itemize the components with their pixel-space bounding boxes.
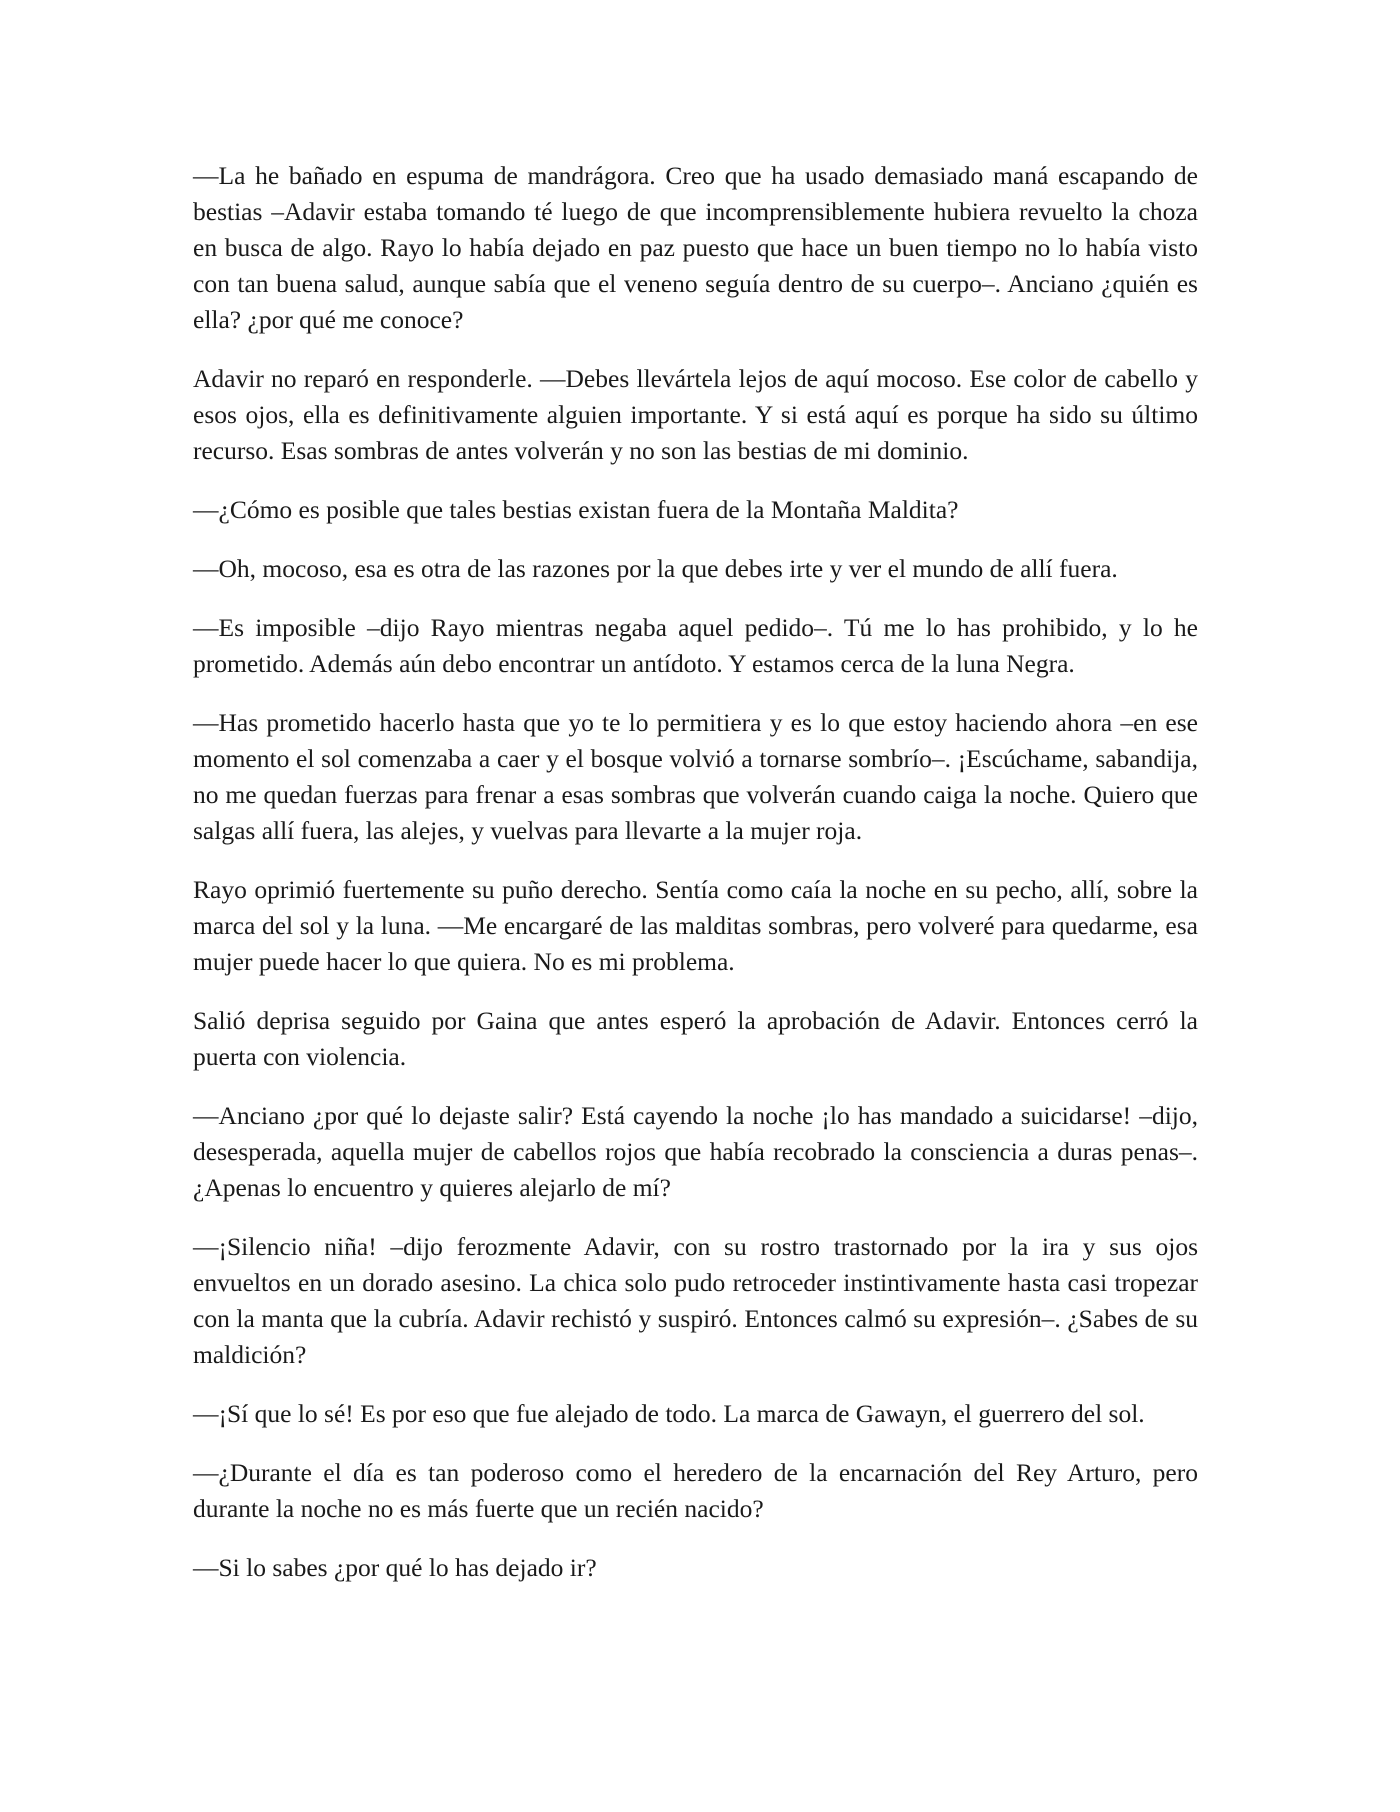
paragraph-7: Rayo oprimió fuertemente su puño derecho. Sentía como caía la noche en su pecho, allí, sobre la marca del sol y la luna. —Me encargaré de las malditas sombras, pero volveré para quedarme, esa mujer puede hacer lo que quiera. No es mi problema. — [193, 875, 1198, 976]
paragraph-10: —¡Silencio niña! –dijo ferozmente Adavir, con su rostro trastornado por la ira y sus ojos envueltos en un dorado asesino. La chica solo pudo retroceder instintivamente hasta casi tropezar con la manta que la cubría. Adavir rechistó y suspiró. Entonces calmó su expresión–. ¿Sabes de su maldición? — [193, 1232, 1198, 1369]
paragraph-13: —Si lo sabes ¿por qué lo has dejado ir? — [193, 1553, 597, 1582]
paragraph-12: —¿Durante el día es tan poderoso como el heredero de la encarnación del Rey Arturo, pero durante la noche no es más fuerte que un recién nacido? — [193, 1458, 1198, 1523]
paragraph-5: —Es imposible –dijo Rayo mientras negaba aquel pedido–. Tú me lo has prohibido, y lo he prometido. Además aún debo encontrar un antídoto. Y estamos cerca de la luna Negra. — [193, 613, 1198, 678]
paragraph-2: Adavir no reparó en responderle. —Debes llevártela lejos de aquí mocoso. Ese color de cabello y esos ojos, ella es definitivamente alguien importante. Y si está aquí es porque ha sido su último recurso. Esas sombras de antes volverán y no son las bestias de mi dominio. — [193, 364, 1198, 465]
paragraph-1: —La he bañado en espuma de mandrágora. Creo que ha usado demasiado maná escapando de bestias –Adavir estaba tomando té luego de que incomprensiblemente hubiera revuelto la choza en busca de algo. Rayo lo había dejado en paz puesto que hace un buen tiempo no lo había visto con tan buena salud, aunque sabía que el veneno seguía dentro de su cuerpo–. Anciano ¿quién es ella? ¿por qué me conoce? — [193, 161, 1198, 334]
paragraph-3: —¿Cómo es posible que tales bestias existan fuera de la Montaña Maldita? — [193, 495, 959, 524]
paragraph-8: Salió deprisa seguido por Gaina que antes esperó la aprobación de Adavir. Entonces cerró la puerta con violencia. — [193, 1006, 1198, 1071]
paragraph-4: —Oh, mocoso, esa es otra de las razones por la que debes irte y ver el mundo de allí fuera. — [193, 554, 1118, 583]
paragraph-11: —¡Sí que lo sé! Es por eso que fue alejado de todo. La marca de Gawayn, el guerrero del sol. — [193, 1399, 1145, 1428]
paragraph-6: —Has prometido hacerlo hasta que yo te lo permitiera y es lo que estoy haciendo ahora –en ese momento el sol comenzaba a caer y el bosque volvió a tornarse sombrío–. ¡Escúchame, sabandija, no me quedan fuerzas para frenar a esas sombras que volverán cuando caiga la noche. Quiero que salgas allí fuera, las alejes, y vuelvas para llevarte a la mujer roja. — [193, 708, 1198, 845]
paragraph-9: —Anciano ¿por qué lo dejaste salir? Está cayendo la noche ¡lo has mandado a suicidarse! –dijo, desesperada, aquella mujer de cabellos rojos que había recobrado la consciencia a duras penas–. ¿Apenas lo encuentro y quieres alejarlo de mí? — [193, 1101, 1198, 1202]
body-text — [193, 158, 1198, 1609]
